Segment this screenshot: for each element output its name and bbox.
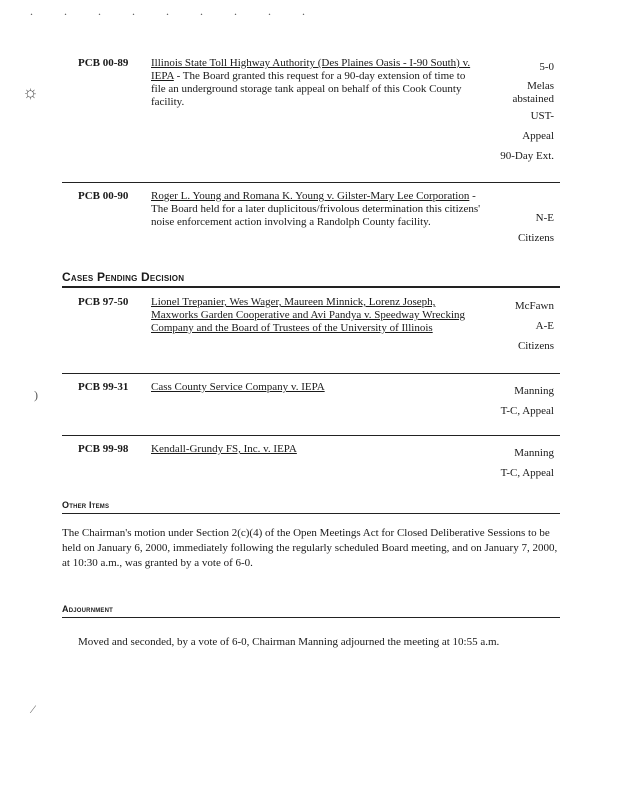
margin-mark: ⁄ — [32, 702, 35, 716]
case-description — [151, 443, 481, 456]
case-summary: - The Board held for a later duplicitous/frivolous determination this citizens' noise enforcement action involving a Randolph County facility. — [151, 190, 481, 228]
section-rule — [62, 513, 560, 514]
vote: 5-0 — [539, 61, 554, 73]
board-member: Manning — [514, 385, 554, 397]
case-number: PCB 99-31 — [78, 381, 129, 393]
case-disposition — [515, 296, 554, 356]
section-rule — [62, 617, 560, 618]
case-parties: Kendall-Grundy FS, Inc. v. IEPA — [151, 443, 297, 455]
case-type: T-C, Appeal — [500, 405, 554, 417]
section-title-cases-pending: Cases Pending Decision — [62, 270, 185, 284]
case-type: Citizens — [517, 232, 554, 244]
case-number: PCB 00-90 — [78, 190, 129, 202]
margin-mark: ) — [34, 388, 38, 402]
case-description — [151, 190, 481, 229]
case-divider — [62, 435, 560, 436]
case-number: PCB 97-50 — [78, 296, 129, 308]
case-type: N-E — [535, 212, 554, 224]
section-title-other-items: Other Items — [62, 500, 110, 510]
case-type: UST- — [530, 110, 554, 122]
case-number: PCB 99-98 — [78, 443, 129, 455]
case-parties: Lionel Trepanier, Wes Wager, Maureen Minnick, Lorenz Joseph, Maxworks Garden Cooperative and Avi Pandya v. Speedway Wrecking Company and the Board of Trustees of the University of Illinois — [151, 296, 465, 334]
case-disposition — [501, 443, 554, 483]
case-disposition — [518, 208, 554, 248]
board-member: McFawn — [514, 300, 554, 312]
case-parties: Illinois State Toll Highway Authority (Des Plaines Oasis - I-90 South) v. IEPA — [151, 57, 471, 82]
case-type: T-C, Appeal — [500, 467, 554, 479]
case-type: Appeal — [522, 130, 554, 142]
case-parties: Roger L. Young and Romana K. Young v. Gilster-Mary Lee Corporation — [151, 190, 470, 202]
board-member: Manning — [514, 447, 554, 459]
abstention: abstained — [512, 93, 554, 105]
adjournment-text: Moved and seconded, by a vote of 6-0, Chairman Manning adjourned the meeting at 10:55 a.m. — [78, 636, 500, 648]
scan-speckle-top: . . . . . . . . . — [30, 4, 319, 18]
case-type: 90-Day Ext. — [500, 150, 554, 162]
case-description — [151, 381, 481, 394]
case-number: PCB 00-89 — [78, 57, 129, 69]
case-description — [151, 296, 483, 335]
hole-punch-mark: ☼ — [22, 82, 39, 102]
case-parties: Cass County Service Company v. IEPA — [151, 381, 325, 393]
case-disposition — [501, 381, 554, 421]
other-items-text: The Chairman's motion under Section 2(c)(4) of the Open Meetings Act for Closed Deliberative Sessions to be held on January 6, 2000, immediately following the regularly scheduled Board meeting, and on January 7, 2000, at 10:30 a.m., was granted by a vote of 6-0. — [62, 527, 558, 569]
section-rule — [62, 286, 560, 288]
board-member: Melas — [527, 80, 554, 92]
section-title-adjournment: Adjournment — [62, 604, 114, 614]
case-type: A-E — [535, 320, 554, 332]
case-disposition — [500, 57, 554, 166]
case-description — [151, 57, 481, 109]
case-summary: - The Board granted this request for a 90-day extension of time to file an underground storage tank appeal on behalf of this Cook County facility. — [151, 70, 466, 108]
case-type: Citizens — [517, 340, 554, 352]
case-divider — [62, 373, 560, 374]
case-divider — [62, 182, 560, 183]
